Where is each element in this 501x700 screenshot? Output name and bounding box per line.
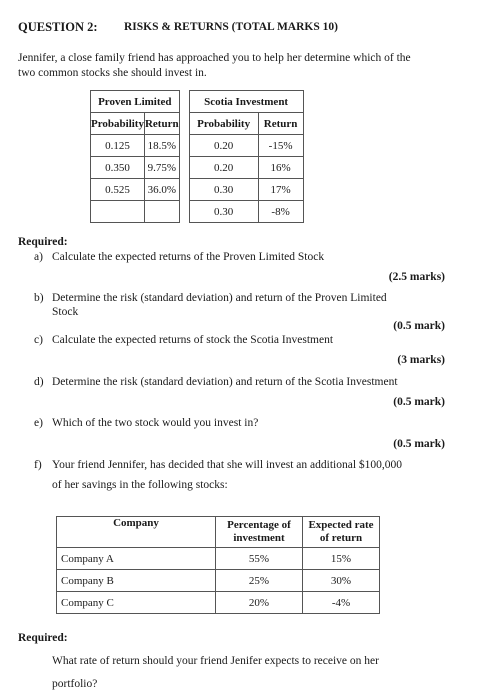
table-row [57,570,380,592]
part-b-marks: (0.5 mark) [393,320,445,332]
part-d-label: d) [34,376,44,388]
scotia-return-cell: -8% [258,201,303,223]
final-question-line-1: What rate of return should your friend Jenifer expects to receive on her [52,655,379,667]
final-question-line-2: portfolio? [52,678,98,690]
scotia-return-cell: 16% [258,157,303,179]
part-f-label: f) [34,459,42,471]
part-f-text-2: of her savings in the following stocks: [52,479,228,491]
scotia-return-header: Return [258,113,303,135]
proven-probability-header: Probability [91,113,145,135]
company-cell: Company C [57,592,216,614]
proven-prob-cell: 0.350 [91,157,145,179]
part-b-label: b) [34,292,44,304]
scotia-prob-cell: 0.30 [189,179,258,201]
proven-prob-cell [91,201,145,223]
part-e-label: e) [34,417,43,429]
portfolio-table [56,516,380,614]
part-e-marks: (0.5 mark) [393,438,445,450]
percentage-cell: 25% [216,570,303,592]
rate-cell: 15% [303,548,380,570]
part-d-marks: (0.5 mark) [393,396,445,408]
scotia-header: Scotia Investment [189,91,303,113]
scotia-return-cell: 17% [258,179,303,201]
part-e-text: Which of the two stock would you invest in? [52,417,259,429]
part-b-text-1: Determine the risk (standard deviation) and return of the Proven Limited [52,292,387,304]
part-f-text-1: Your friend Jennifer, has decided that she will invest an additional $100,000 [52,459,403,471]
scotia-prob-cell: 0.20 [189,135,258,157]
company-cell: Company B [57,570,216,592]
proven-header: Proven Limited [91,91,180,113]
percentage-header [216,517,303,548]
proven-return-cell: 36.0% [144,179,179,201]
required-label-2: Required: [18,632,68,644]
company-header: Company [57,517,216,548]
rate-header-line-1: Expected rate [308,519,374,531]
part-a-text: Calculate the expected returns of the Proven Limited Stock [52,251,325,263]
percentage-cell: 55% [216,548,303,570]
rate-header [303,517,380,548]
question-title: RISKS & RETURNS (TOTAL MARKS 10) [124,21,338,33]
part-c-text: Calculate the expected returns of stock the Scotia Investment [52,334,334,346]
scotia-prob-cell: 0.20 [189,157,258,179]
rate-header-line-2: of return [319,532,363,544]
percentage-header-line-2: investment [233,532,285,544]
part-d-text: Determine the risk (standard deviation) and return of the Scotia Investment [52,376,398,388]
rate-cell: -4% [303,592,380,614]
scotia-return-cell: -15% [258,135,303,157]
proven-return-cell: 18.5% [144,135,179,157]
scotia-prob-cell: 0.30 [189,201,258,223]
table-row [91,201,304,223]
part-b-text-2: Stock [52,306,79,318]
proven-return-cell [144,201,179,223]
proven-prob-cell: 0.125 [91,135,145,157]
stocks-table [90,90,304,223]
proven-prob-cell: 0.525 [91,179,145,201]
intro-line-2: two common stocks she should invest in. [18,67,207,79]
required-label: Required: [18,236,68,248]
part-a-marks: (2.5 marks) [388,271,445,283]
company-cell: Company A [57,548,216,570]
proven-return-cell: 9.75% [144,157,179,179]
proven-return-header: Return [144,113,179,135]
table-row [91,135,304,157]
table-row [91,157,304,179]
table-row [57,548,380,570]
table-row [91,179,304,201]
scotia-probability-header: Probability [189,113,258,135]
percentage-cell: 20% [216,592,303,614]
part-c-label: c) [34,334,43,346]
rate-cell: 30% [303,570,380,592]
table-row [57,592,380,614]
percentage-header-line-1: Percentage of [227,519,291,531]
part-a-label: a) [34,251,43,263]
part-c-marks: (3 marks) [397,354,445,366]
question-number: QUESTION 2: [18,20,98,34]
intro-line-1: Jennifer, a close family friend has approached you to help her determine which of the [18,52,411,64]
